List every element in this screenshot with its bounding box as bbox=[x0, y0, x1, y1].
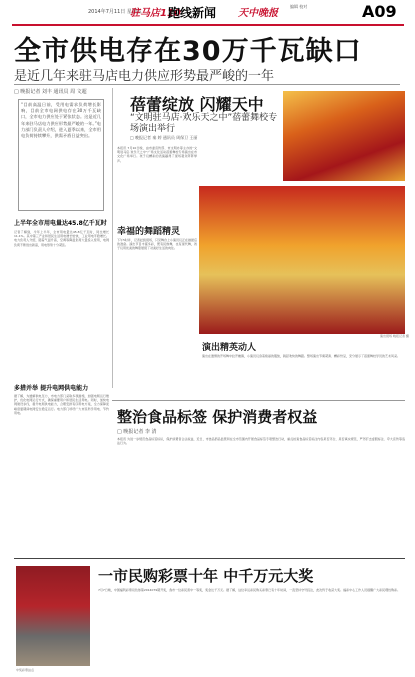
lottery-shop-photo bbox=[16, 566, 90, 666]
editor-credit: 编辑 校对 bbox=[290, 4, 308, 9]
lottery-headline: 一市民购彩票十年 中千万元大奖 bbox=[98, 567, 314, 585]
event-highlight-2: 演出精英动人 bbox=[202, 343, 257, 353]
event-subheadline: “文明驻马店·欢乐天之中”蓓蕾舞校专场演出举行 bbox=[130, 113, 278, 134]
body-text-2: 据了解，为缓解供电压力，市电力部门采取多项措施，加强电网运行维护，优化电网运行方式，确保重要用户和居民生活用电。同时，加快电网建设步伐，提升电网供电能力，合理安排有序用电方案，全力保障迎峰度夏期间电网安全稳定运行。电力部门呼吁广大市民科学用电、节约用电。 bbox=[14, 394, 109, 415]
dance-photo-top bbox=[283, 91, 405, 181]
column-divider bbox=[112, 88, 113, 388]
lottery-caption: 中奖彩票站点 bbox=[16, 668, 35, 672]
food-headline: 整治食品标签 保护消费者权益 bbox=[117, 408, 318, 426]
lead-text: “目前高温日前，受用电需求负荷增长影响，目前全市电网供电存在30万千瓦缺口，全市电力供应处于紧张状态。这是近几年来驻马店电力供应形势最严峻的一年。”电力部门负责人介绍，进入夏季以来，全市用电负荷持续攀升，供需矛盾日益突出。 bbox=[21, 102, 101, 139]
divider bbox=[112, 400, 405, 401]
lottery-body: 7月7日晚，中国福利彩票双色球第2014079期开奖，我市一位彩民喜中一等奖，奖金达千万元。据了解，这位幸运彩民购买彩票已有十年时间，一直坚持守号投注，此次终于收获大奖。福彩中心工作人员提醒广大彩民理性购彩。 bbox=[98, 588, 401, 592]
section-subtitle-2: 多措并举 提升电网供电能力 bbox=[14, 385, 89, 392]
event-headline: 蓓蕾绽放 闪耀天中 bbox=[130, 95, 264, 114]
section-subtitle: 上半年全市用电量达45.8亿千瓦时 bbox=[14, 220, 107, 227]
main-byline: □ 晚报记者 刘丰 通讯员 周 文超 bbox=[14, 89, 87, 95]
page-number: A09 bbox=[362, 2, 397, 21]
header-rule bbox=[12, 24, 404, 26]
newspaper-logo: 天中晚报 bbox=[238, 8, 278, 19]
event-highlight: 幸福的舞蹈精灵 bbox=[117, 227, 181, 237]
lead-box bbox=[18, 99, 104, 211]
section-title: 跑线新闻 bbox=[168, 6, 217, 20]
body-text: 记者了解到，今年上半年，全市用电量达45.8亿千瓦时，同比增长11.1%。其中第三产业和居民生活用电增长较快，工业用电平稳增长。电力负责人介绍，随着气温升高，空调等降温负荷大量投入使用，电网负荷不断创出新高，用电形势十分紧张。 bbox=[14, 230, 109, 247]
issue-date: 2014年7月11日 星期五 bbox=[88, 9, 142, 15]
main-headline: 全市供电存在30万千瓦缺口 bbox=[14, 36, 362, 67]
divider bbox=[14, 84, 400, 85]
dance-photo-main bbox=[199, 186, 405, 334]
event-body-more: 下午5时许，记者赶到现场，只见舞台上小演员们正在做最后的准备。演出节目丰富多彩，既有民族舞，也有现代舞，孩子们用优美的舞姿展现了对美好生活的向往。 bbox=[117, 238, 197, 251]
event-body-3: 演出在激情的开场舞中拉开帷幕，小演员们身着艳丽的服装，跳起欢快的舞蹈。整场演出节奏紧凑、精彩纷呈，充分展示了蓓蕾舞校学员的艺术风采。 bbox=[202, 354, 401, 358]
food-body: 本报讯 为进一步规范食品标签标识，保护消费者合法权益，近日，市食品药品监管局在全市范围内开展食品标签专项整治行动，重点检查食品标签标注内容是否齐全、是否真实规范，严厉打击虚假标注、夸大宣传等违法行为。 bbox=[117, 437, 405, 446]
photo-caption: 演出现场 晚报记者 摄 bbox=[380, 334, 409, 338]
food-byline: □ 晚报记者 李 清 bbox=[117, 429, 157, 435]
event-byline: □ 晚报记者 秦 婷 通讯员 周保卫 王丽 bbox=[130, 135, 198, 140]
divider bbox=[14, 558, 405, 559]
event-body: 本报讯 7月10日晚，由市委宣传部、市文明办等主办的“文明驻马店·欢乐天之中”广场文化活动蓓蕾舞校专场演出在市文化广场举行。孩子们精彩的表演赢得了现场观众阵阵掌声。 bbox=[117, 146, 197, 163]
column-logo: 驻马店110 bbox=[130, 8, 181, 19]
main-subheadline: 是近几年来驻马店电力供应形势最严峻的一年 bbox=[14, 69, 275, 84]
